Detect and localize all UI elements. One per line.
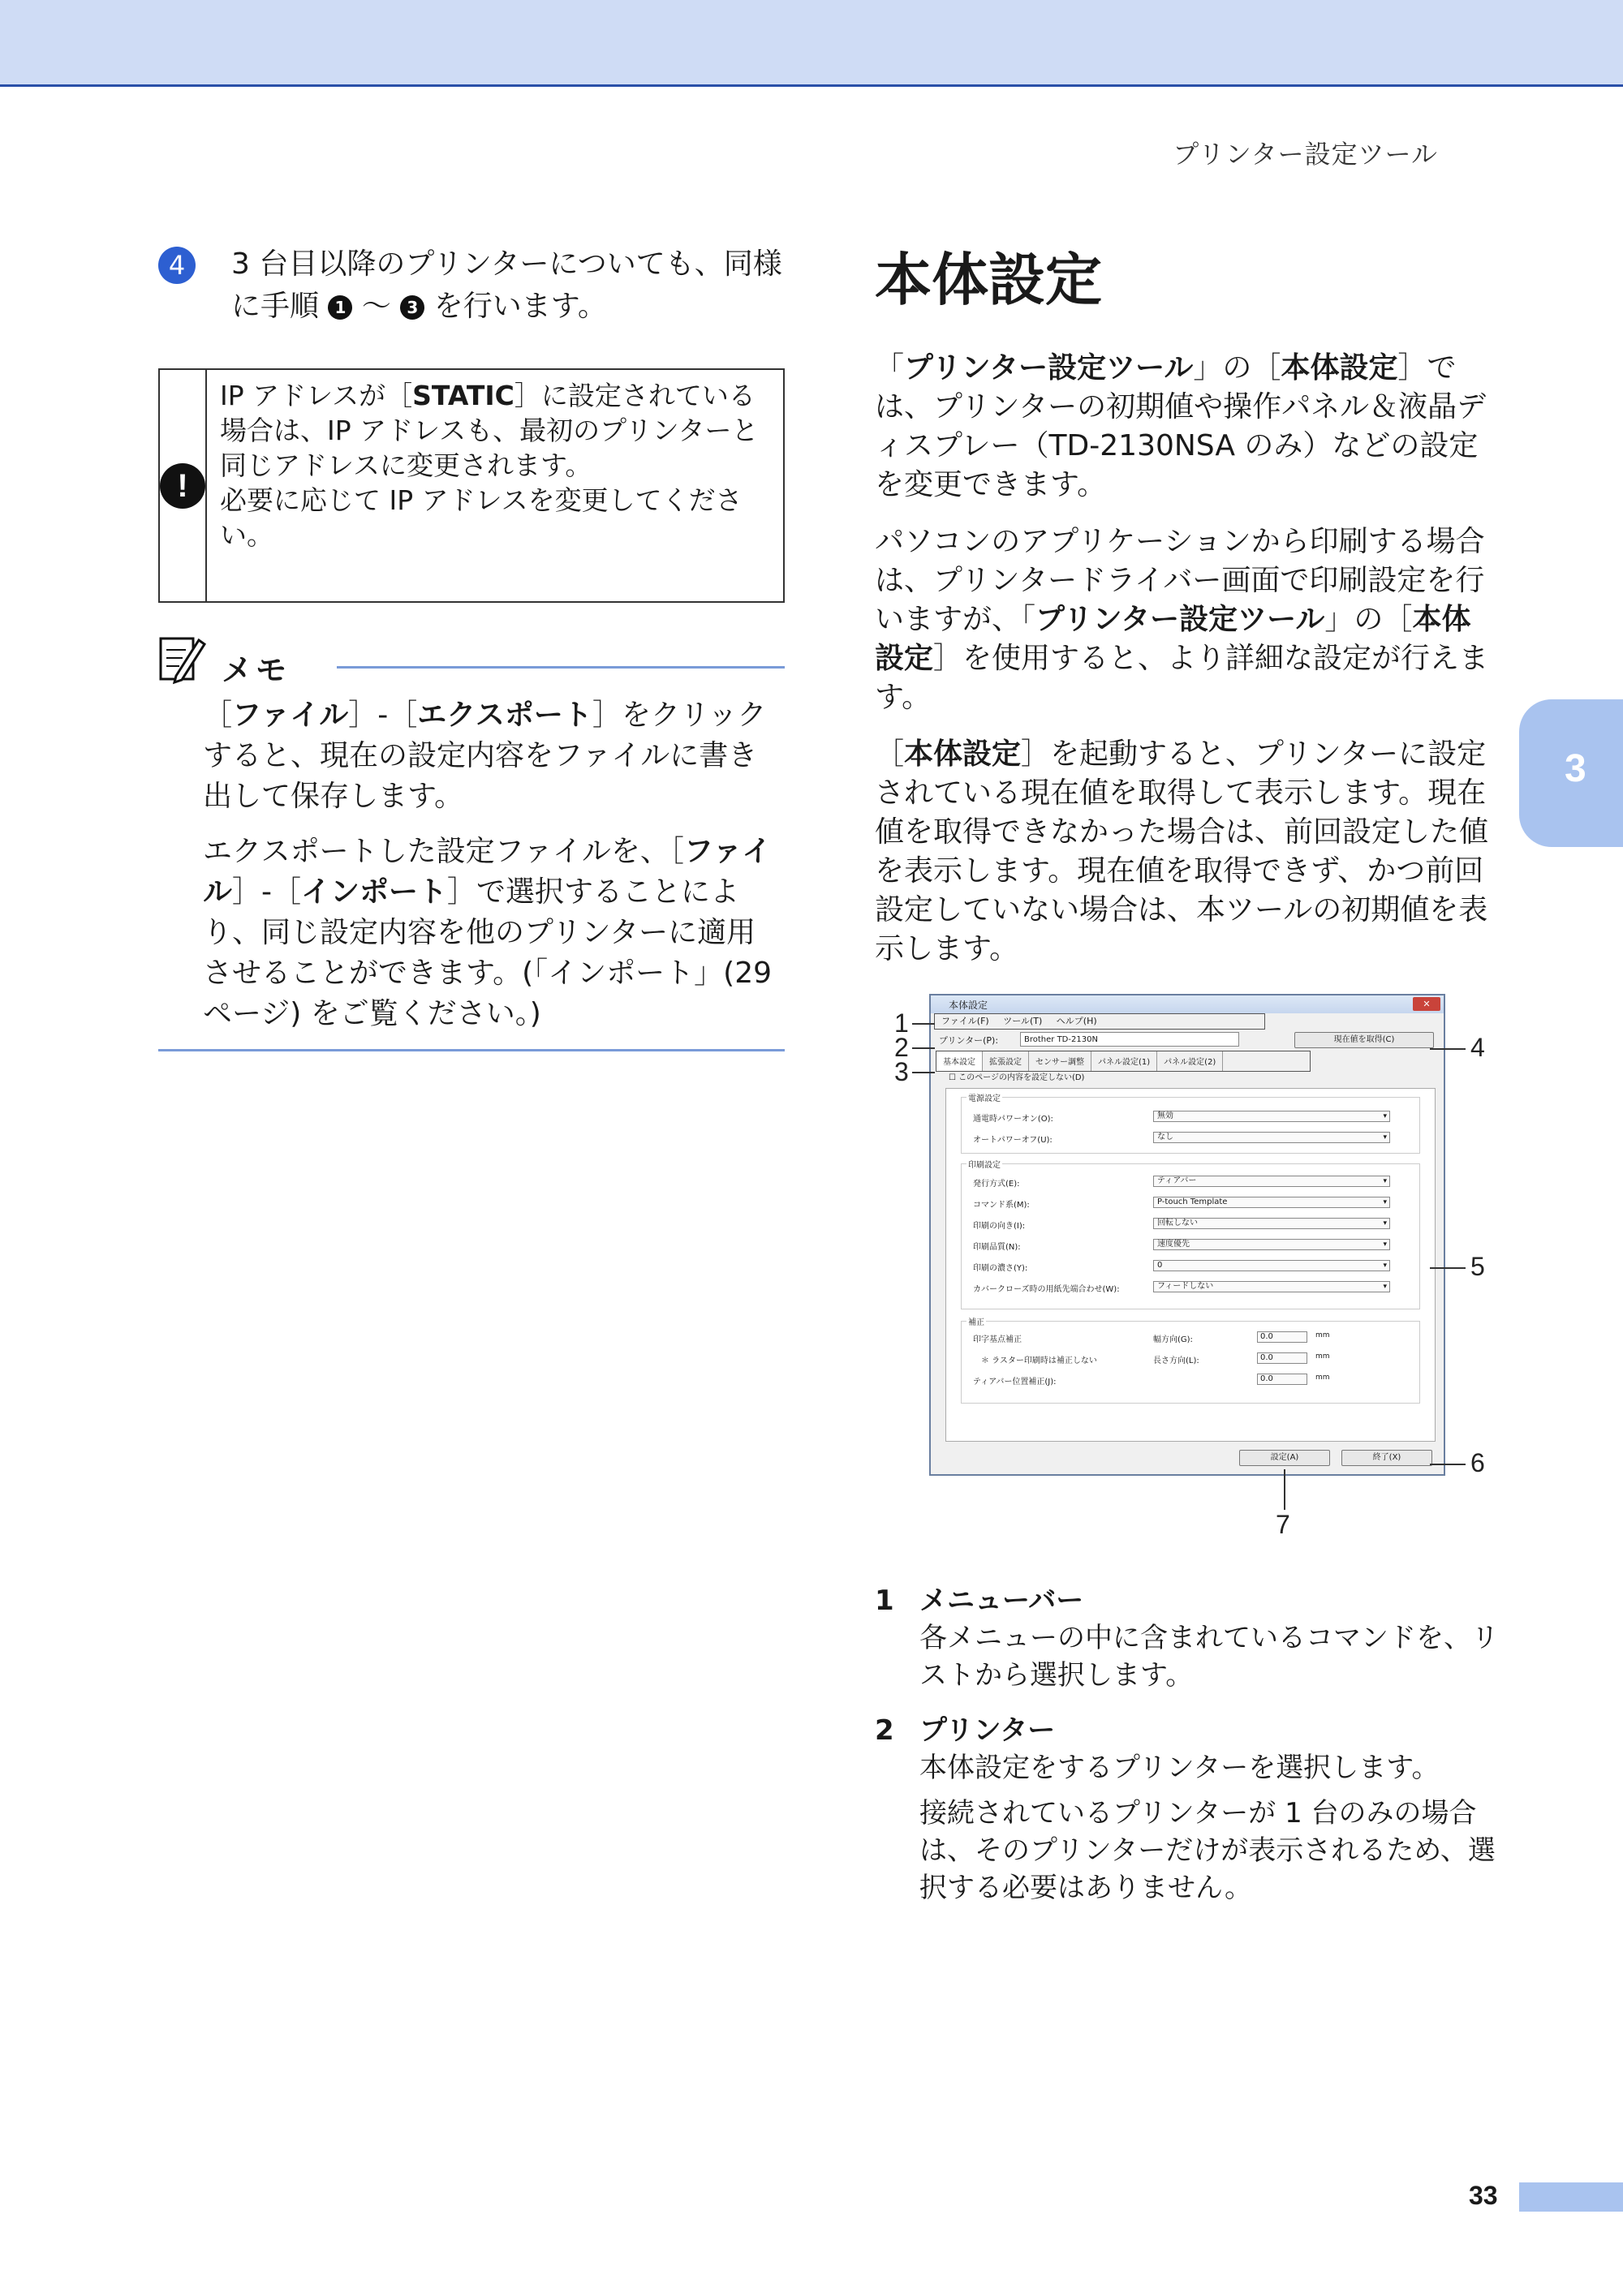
- adjust-group: [961, 1318, 1420, 1404]
- power-group: [961, 1094, 1420, 1154]
- chapter-number: 3: [1565, 747, 1586, 790]
- issue-mode-select[interactable]: ティアバー ▾: [1153, 1176, 1390, 1187]
- no-change-checkbox[interactable]: ☐ このページの内容を設定しない(D): [949, 1073, 1085, 1082]
- callout-2: 2: [894, 1033, 909, 1062]
- adjust-row-0: 印字基点補正 幅方向(G): 0.0 mm: [973, 1331, 1330, 1344]
- description-heading-1: 1 メニューバー: [875, 1584, 1084, 1617]
- density-select[interactable]: 0 ▾: [1153, 1260, 1390, 1271]
- close-icon[interactable]: ✕: [1413, 997, 1440, 1011]
- callout-3: 3: [894, 1057, 909, 1086]
- quality-select[interactable]: 速度優先 ▾: [1153, 1239, 1390, 1250]
- power-group-title: 電源設定: [966, 1091, 1002, 1103]
- power-row-0: 通電時パワーオン(O): 無効 ▾: [973, 1111, 1419, 1124]
- callout-1-line: [912, 1023, 935, 1025]
- get-current-button[interactable]: 現在値を取得(C): [1294, 1032, 1434, 1048]
- memo-pencil-icon: [158, 634, 207, 687]
- page-number: 33: [1469, 2181, 1498, 2210]
- note-icon-cell: [160, 370, 207, 601]
- callout-6: 6: [1470, 1448, 1485, 1477]
- callout-6-line: [1430, 1464, 1466, 1465]
- chapter-tab: [1519, 699, 1623, 847]
- note-text: [207, 370, 783, 601]
- menu-tools[interactable]: ツール(T): [1003, 1016, 1043, 1026]
- menu-help[interactable]: ヘルプ(H): [1056, 1016, 1097, 1026]
- memo-rule: [337, 666, 785, 669]
- tab-panel-2[interactable]: パネル設定(2): [1157, 1051, 1223, 1071]
- running-head: プリンター設定ツール: [1173, 139, 1438, 170]
- section-title: 本体設定: [875, 247, 1102, 313]
- page-number-bar: [1519, 2182, 1623, 2212]
- callout-4-line: [1430, 1048, 1466, 1050]
- print-row-0: 発行方式(E): ティアバー ▾: [973, 1176, 1419, 1189]
- window-titlebar: [931, 995, 1444, 1013]
- printer-label: プリンター(P):: [939, 1035, 999, 1046]
- print-group: [961, 1163, 1420, 1309]
- feed-select[interactable]: フィードしない ▾: [1153, 1281, 1390, 1292]
- description-text-1: 各メニューの中に含まれているコマンドを、リストから選択します。: [919, 1622, 1499, 1692]
- description-item-2: [875, 1712, 1508, 1907]
- callout-2-line: [912, 1047, 935, 1049]
- power-on-select[interactable]: 無効 ▾: [1153, 1111, 1390, 1122]
- callout-3-line: [912, 1072, 935, 1073]
- command-mode-select[interactable]: P-touch Template ▾: [1153, 1197, 1390, 1208]
- printer-select[interactable]: Brother TD-2130N: [1020, 1032, 1239, 1047]
- power-row-1: オートパワーオフ(U): なし ▾: [973, 1132, 1419, 1145]
- memo-body: [158, 695, 785, 1034]
- menu-bar: [934, 1013, 1265, 1030]
- right-column: [875, 243, 1500, 987]
- no-change-label: このページの内容を設定しない(D): [958, 1073, 1085, 1082]
- callout-5-line: [1430, 1267, 1466, 1269]
- print-group-title: 印刷設定: [966, 1158, 1002, 1170]
- settings-panel: [945, 1088, 1436, 1442]
- tab-advanced[interactable]: 拡張設定: [983, 1051, 1029, 1071]
- length-offset-input[interactable]: 0.0: [1257, 1352, 1307, 1364]
- tearbar-offset-input[interactable]: 0.0: [1257, 1374, 1307, 1385]
- print-row-5: カバークローズ時の用紙先端合わせ(W): フィードしない ▾: [973, 1281, 1419, 1294]
- print-row-3: 印刷品質(N): 速度優先 ▾: [973, 1239, 1419, 1252]
- memo-paragraph-2: エクスポートした設定ファイルを、［ファイル］-［インポート］で選択することにより、同じ設定内容を他のプリンターに適用させることができます。(「インポート」(29 ページ) をご覧ください。): [203, 835, 773, 1030]
- intro-paragraph-1: 「プリンター設定ツール」の［本体設定］では、プリンターの初期値や操作パネル＆液晶ディスプレー（TD-2130NSA のみ）などの設定を変更できます。: [875, 351, 1487, 501]
- window-title: 本体設定: [949, 1000, 988, 1011]
- description-heading-2: 2 プリンター: [875, 1714, 1056, 1747]
- orientation-select[interactable]: 回転しない ▾: [1153, 1218, 1390, 1229]
- width-offset-input[interactable]: 0.0: [1257, 1331, 1307, 1343]
- step-text-end: を行います。: [424, 290, 607, 323]
- adjust-group-title: 補正: [966, 1315, 986, 1327]
- step-text: 3 台目以降のプリンターについても、同様に手順: [231, 247, 782, 323]
- adjust-row-2: ティアバー位置補正(J): 0.0 mm: [973, 1374, 1330, 1387]
- exit-button[interactable]: 終了(X): [1341, 1450, 1432, 1466]
- print-row-1: コマンド系(M): P-touch Template ▾: [973, 1197, 1419, 1210]
- tab-sensor[interactable]: センサー調整: [1029, 1051, 1091, 1071]
- memo-label: メモ: [222, 652, 291, 688]
- description-text-2: 本体設定をするプリンターを選択します。 接続されているプリンターが 1 台のみの場合は、そのプリンターだけが表示されるため、選択する必要はありません。: [919, 1752, 1496, 1904]
- print-row-2: 印刷の向き(I): 回転しない ▾: [973, 1218, 1419, 1231]
- tab-basic[interactable]: 基本設定: [936, 1051, 983, 1071]
- intro-paragraph-2: パソコンのアプリケーションから印刷する場合は、プリンタードライバー画面で印刷設定を行いますが、「プリンター設定ツール」の［本体設定］を使用すると、より詳細な設定が行えます。: [875, 525, 1489, 714]
- step-4: [158, 243, 785, 328]
- callout-1: 1: [894, 1008, 909, 1038]
- callout-4: 4: [1470, 1033, 1485, 1062]
- print-row-4: 印刷の濃さ(Y): 0 ▾: [973, 1260, 1419, 1273]
- exclamation-icon: !: [160, 463, 205, 509]
- auto-off-select[interactable]: なし ▾: [1153, 1132, 1390, 1143]
- tab-panel-1[interactable]: パネル設定(1): [1091, 1051, 1157, 1071]
- settings-window: [929, 994, 1445, 1476]
- memo-header: [158, 634, 785, 695]
- step-ref-3-icon: 3: [400, 295, 424, 320]
- note-line-1: IP アドレスが［STATIC］に設定されている場合は、IP アドレスも、最初のプリンターと同じアドレスに変更されます。: [220, 380, 759, 481]
- callout-descriptions: [875, 1582, 1508, 1924]
- intro-paragraph-3: ［本体設定］を起動すると、プリンターに設定されている現在値を取得して表示します。現在値を取得できなかった場合は、前回設定した値を表示します。現在値を取得できず、かつ前回設定していない場合は、本ツールの初期値を表示します。: [875, 737, 1489, 965]
- memo-bottom-rule: [158, 1049, 785, 1051]
- step-tilde: ～: [352, 290, 401, 323]
- step-ref-1-icon: 1: [328, 295, 352, 320]
- callout-5: 5: [1470, 1252, 1485, 1281]
- apply-button[interactable]: 設定(A): [1239, 1450, 1330, 1466]
- adjust-row-1: ＊ ラスター印刷時は補正しない 長さ方向(L): 0.0 mm: [981, 1352, 1330, 1365]
- menu-file[interactable]: ファイル(F): [941, 1016, 989, 1026]
- callout-7: 7: [1276, 1510, 1290, 1539]
- callout-7-line: [1284, 1469, 1285, 1510]
- important-note: [158, 368, 785, 603]
- tab-bar: [936, 1051, 1311, 1072]
- memo-paragraph-1: ［ファイル］-［エクスポート］をクリックすると、現在の設定内容をファイルに書き出して保存します。: [203, 699, 767, 813]
- note-line-2: 必要に応じて IP アドレスを変更してください。: [220, 484, 743, 551]
- device-settings-figure: [885, 994, 1501, 1546]
- description-item-1: [875, 1582, 1508, 1694]
- step-number-icon: 4: [158, 247, 196, 284]
- left-column: [158, 243, 785, 1051]
- top-band: [0, 0, 1623, 87]
- printer-row: [931, 1030, 1444, 1051]
